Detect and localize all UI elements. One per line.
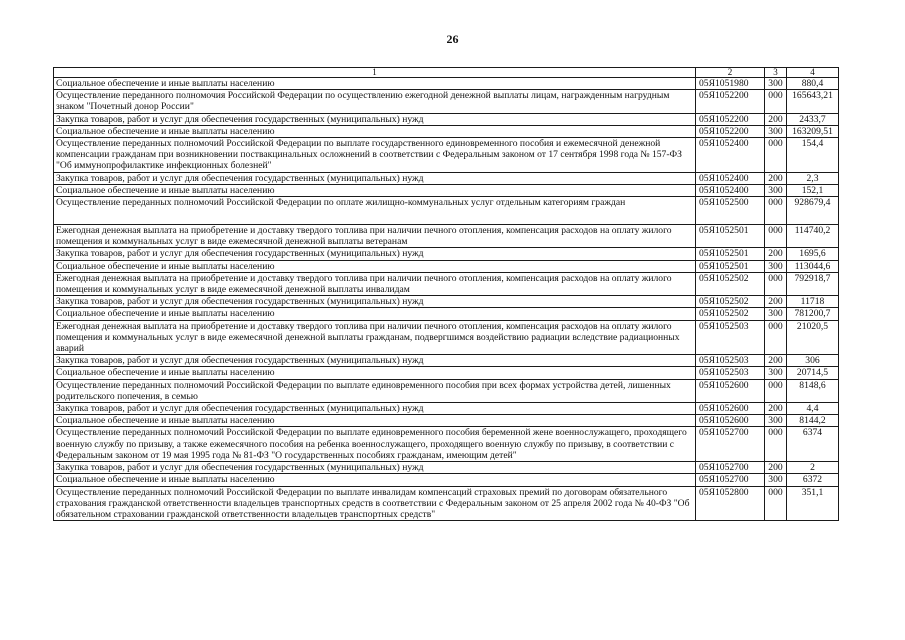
row-expense-type: 300 bbox=[765, 260, 787, 272]
row-expense-type: 200 bbox=[765, 462, 787, 474]
row-description: Осуществление переданных полномочий Российской Федерации по выплате инвалидам компенсаций страховых премий по договорам обязательного страхования гражданской ответственности владельцев транспортных средств в соответствии с Федеральным законом от 25 апреля 2002 года № 40-ФЗ "Об обязательном страховании гражданской ответственности владельцев транспортных средств" bbox=[54, 486, 696, 521]
row-target-code: 05Я1052200 bbox=[696, 113, 765, 125]
row-expense-type: 200 bbox=[765, 248, 787, 260]
row-amount: 4,4 bbox=[787, 403, 839, 415]
row-amount: 880,4 bbox=[787, 78, 839, 90]
row-expense-type: 300 bbox=[765, 367, 787, 379]
row-target-code: 05Я1052700 bbox=[696, 474, 765, 486]
row-description: Закупка товаров, работ и услуг для обеспечения государственных (муниципальных) нужд bbox=[54, 172, 696, 184]
row-target-code: 05Я1052200 bbox=[696, 125, 765, 137]
row-target-code: 05Я1052500 bbox=[696, 197, 765, 225]
row-expense-type: 200 bbox=[765, 172, 787, 184]
row-amount: 2433,7 bbox=[787, 113, 839, 125]
row-description: Социальное обеспечение и иные выплаты населению bbox=[54, 308, 696, 320]
table-row bbox=[54, 355, 839, 367]
row-description: Ежегодная денежная выплата на приобретение и доставку твердого топлива при наличии печного отопления, компенсация расходов на оплату жилого помещения и коммунальных услуг в виде ежемесячной денежной выплаты инвалидам bbox=[54, 272, 696, 295]
row-amount: 11718 bbox=[787, 296, 839, 308]
table-row bbox=[54, 260, 839, 272]
row-description: Социальное обеспечение и иные выплаты населению bbox=[54, 125, 696, 137]
row-amount: 8148,6 bbox=[787, 379, 839, 402]
row-expense-type: 300 bbox=[765, 415, 787, 427]
row-amount: 792918,7 bbox=[787, 272, 839, 295]
row-expense-type: 000 bbox=[765, 225, 787, 248]
table-row bbox=[54, 78, 839, 90]
row-expense-type: 200 bbox=[765, 113, 787, 125]
row-amount: 2,3 bbox=[787, 172, 839, 184]
header-col-sum: 4 bbox=[787, 68, 839, 78]
header-col-name: 1 bbox=[54, 68, 696, 78]
table-row bbox=[54, 379, 839, 402]
table-row bbox=[54, 403, 839, 415]
row-amount: 8144,2 bbox=[787, 415, 839, 427]
row-expense-type: 200 bbox=[765, 355, 787, 367]
row-target-code: 05Я1052501 bbox=[696, 248, 765, 260]
row-description: Закупка товаров, работ и услуг для обеспечения государственных (муниципальных) нужд bbox=[54, 462, 696, 474]
row-amount: 113044,6 bbox=[787, 260, 839, 272]
row-expense-type: 300 bbox=[765, 184, 787, 196]
row-description: Закупка товаров, работ и услуг для обеспечения государственных (муниципальных) нужд bbox=[54, 355, 696, 367]
row-amount: 20714,5 bbox=[787, 367, 839, 379]
table-row bbox=[54, 272, 839, 295]
row-description: Социальное обеспечение и иные выплаты населению bbox=[54, 415, 696, 427]
row-expense-type: 300 bbox=[765, 474, 787, 486]
table-row bbox=[54, 197, 839, 225]
row-expense-type: 200 bbox=[765, 296, 787, 308]
budget-table bbox=[53, 67, 839, 521]
table-row bbox=[54, 125, 839, 137]
table-row bbox=[54, 474, 839, 486]
row-description: Осуществление переданных полномочий Российской Федерации по выплате государственного единовременного пособия и ежемесячной денежной компенсации гражданам при возникновении поствакцинальных осложнений в соответствии с Федеральным законом от 17 сентября 1998 года № 157-ФЗ "Об иммунопрофилактике инфекционных болезней" bbox=[54, 138, 696, 173]
row-amount: 928679,4 bbox=[787, 197, 839, 225]
row-expense-type: 000 bbox=[765, 486, 787, 521]
row-description: Осуществление переданных полномочий Российской Федерации по выплате единовременного пособия беременной жене военнослужащего, проходящего военную службу по призыву, а также ежемесячного пособия на ребенка военнослужащего, проходящего военную службу по призыву, в соответствии с Федеральным законом от 19 мая 1995 года № 81-ФЗ "О государственных пособиях гражданам, имеющим детей" bbox=[54, 427, 696, 462]
row-target-code: 05Я1052400 bbox=[696, 184, 765, 196]
row-target-code: 05Я1052700 bbox=[696, 427, 765, 462]
row-description: Осуществление переданного полномочия Российской Федерации по осуществлению ежегодной денежной выплаты лицам, награжденным нагрудным знаком "Почетный донор России" bbox=[54, 90, 696, 113]
row-expense-type: 000 bbox=[765, 427, 787, 462]
row-target-code: 05Я1052503 bbox=[696, 320, 765, 355]
row-description: Социальное обеспечение и иные выплаты населению bbox=[54, 184, 696, 196]
row-target-code: 05Я1052200 bbox=[696, 90, 765, 113]
row-description: Закупка товаров, работ и услуг для обеспечения государственных (муниципальных) нужд bbox=[54, 296, 696, 308]
table-row bbox=[54, 415, 839, 427]
row-expense-type: 300 bbox=[765, 308, 787, 320]
row-target-code: 05Я1052600 bbox=[696, 415, 765, 427]
row-target-code: 05Я1052503 bbox=[696, 367, 765, 379]
row-expense-type: 000 bbox=[765, 379, 787, 402]
row-expense-type: 200 bbox=[765, 403, 787, 415]
table-row bbox=[54, 225, 839, 248]
table-row bbox=[54, 427, 839, 462]
row-amount: 351,1 bbox=[787, 486, 839, 521]
row-target-code: 05Я1052502 bbox=[696, 272, 765, 295]
row-expense-type: 000 bbox=[765, 320, 787, 355]
row-amount: 6374 bbox=[787, 427, 839, 462]
row-description: Ежегодная денежная выплата на приобретение и доставку твердого топлива при наличии печного отопления, компенсация расходов на оплату жилого помещения и коммунальных услуг в виде ежемесячной денежной выплаты ветеранам bbox=[54, 225, 696, 248]
table-row bbox=[54, 172, 839, 184]
row-target-code: 05Я1051980 bbox=[696, 78, 765, 90]
table-row bbox=[54, 184, 839, 196]
row-description: Социальное обеспечение и иные выплаты населению bbox=[54, 78, 696, 90]
table-row bbox=[54, 486, 839, 521]
table-row bbox=[54, 296, 839, 308]
row-target-code: 05Я1052600 bbox=[696, 403, 765, 415]
row-target-code: 05Я1052502 bbox=[696, 308, 765, 320]
row-expense-type: 000 bbox=[765, 90, 787, 113]
row-description: Осуществление переданных полномочий Российской Федерации по оплате жилищно-коммунальных услуг отдельным категориям граждан bbox=[54, 197, 696, 225]
row-amount: 114740,2 bbox=[787, 225, 839, 248]
table-row bbox=[54, 367, 839, 379]
row-amount: 154,4 bbox=[787, 138, 839, 173]
row-description: Социальное обеспечение и иные выплаты населению bbox=[54, 367, 696, 379]
row-expense-type: 300 bbox=[765, 78, 787, 90]
table-row bbox=[54, 308, 839, 320]
row-target-code: 05Я1052501 bbox=[696, 260, 765, 272]
row-expense-type: 000 bbox=[765, 138, 787, 173]
header-col-vr: 3 bbox=[765, 68, 787, 78]
row-expense-type: 300 bbox=[765, 125, 787, 137]
row-description: Социальное обеспечение и иные выплаты населению bbox=[54, 474, 696, 486]
row-amount: 306 bbox=[787, 355, 839, 367]
row-target-code: 05Я1052700 bbox=[696, 462, 765, 474]
row-description: Закупка товаров, работ и услуг для обеспечения государственных (муниципальных) нужд bbox=[54, 113, 696, 125]
row-target-code: 05Я1052400 bbox=[696, 172, 765, 184]
table-row bbox=[54, 248, 839, 260]
row-expense-type: 000 bbox=[765, 197, 787, 225]
row-amount: 6372 bbox=[787, 474, 839, 486]
row-expense-type: 000 bbox=[765, 272, 787, 295]
table-row bbox=[54, 138, 839, 173]
row-target-code: 05Я1052400 bbox=[696, 138, 765, 173]
table-row bbox=[54, 462, 839, 474]
row-amount: 781200,7 bbox=[787, 308, 839, 320]
row-amount: 163209,51 bbox=[787, 125, 839, 137]
row-target-code: 05Я1052600 bbox=[696, 379, 765, 402]
table-row bbox=[54, 320, 839, 355]
row-target-code: 05Я1052800 bbox=[696, 486, 765, 521]
row-description: Закупка товаров, работ и услуг для обеспечения государственных (муниципальных) нужд bbox=[54, 403, 696, 415]
row-description: Социальное обеспечение и иные выплаты населению bbox=[54, 260, 696, 272]
row-description: Закупка товаров, работ и услуг для обеспечения государственных (муниципальных) нужд bbox=[54, 248, 696, 260]
table-row bbox=[54, 113, 839, 125]
row-amount: 152,1 bbox=[787, 184, 839, 196]
page-number: 26 bbox=[446, 32, 459, 46]
row-target-code: 05Я1052503 bbox=[696, 355, 765, 367]
table-row bbox=[54, 90, 839, 113]
header-col-code: 2 bbox=[696, 68, 765, 78]
row-amount: 2 bbox=[787, 462, 839, 474]
row-target-code: 05Я1052501 bbox=[696, 225, 765, 248]
table-header-row bbox=[54, 68, 839, 78]
row-amount: 1695,6 bbox=[787, 248, 839, 260]
row-amount: 165643,21 bbox=[787, 90, 839, 113]
row-amount: 21020,5 bbox=[787, 320, 839, 355]
row-description: Ежегодная денежная выплата на приобретение и доставку твердого топлива при наличии печного отопления, компенсация расходов на оплату жилого помещения и коммунальных услуг в виде ежемесячной денежной выплаты гражданам, подвергшимся воздействию радиации вследствие радиационных аварий bbox=[54, 320, 696, 355]
row-description: Осуществление переданных полномочий Российской Федерации по выплате единовременного пособия при всех формах устройства детей, лишенных родительского попечения, в семью bbox=[54, 379, 696, 402]
row-target-code: 05Я1052502 bbox=[696, 296, 765, 308]
